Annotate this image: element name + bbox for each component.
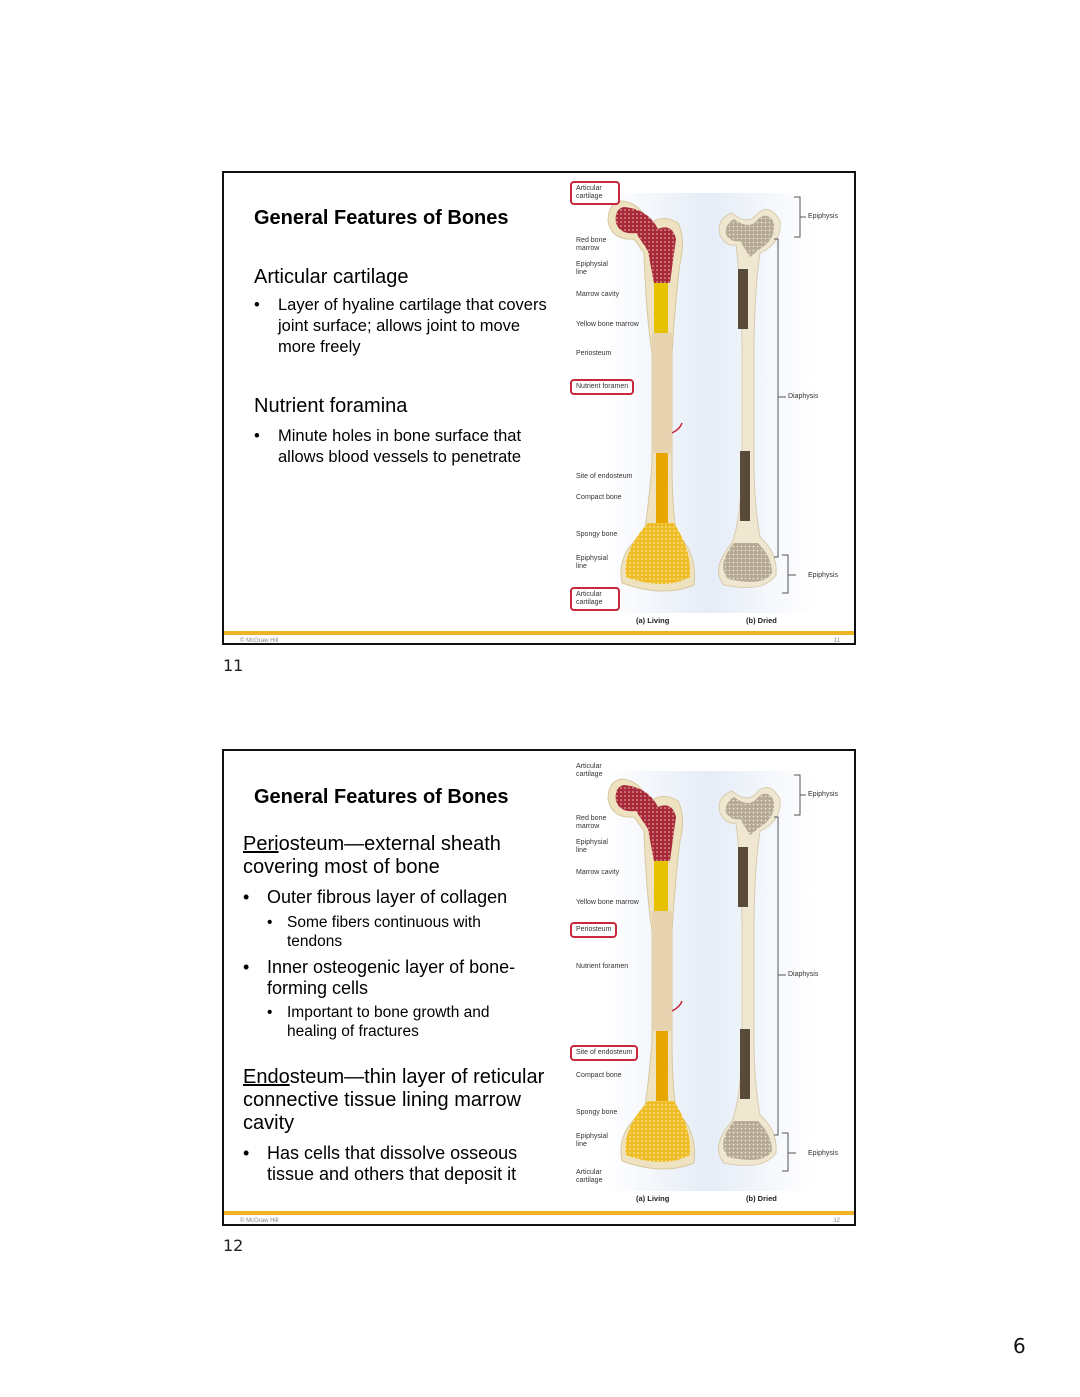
label-compact-bone: Compact bone [576,494,622,501]
footer-gold-bar [224,1211,854,1215]
label-epiphysial-line-bottom: Epiphysial line [576,1133,608,1148]
label-marrow-cavity: Marrow cavity [576,869,620,876]
label-diaphysis: Diaphysis [788,393,819,400]
caption-dried: (b) Dried [746,616,777,625]
label-periosteum: Periosteum [570,922,617,938]
label-articular-cartilage-top: Articular cartilage [570,181,620,205]
periosteum-definition: osteum—external sheath covering most of bone [243,833,501,878]
label-red-bone-marrow: Red bone marrow [576,815,607,830]
subbullet-fibers-tendons: • Some fibers continuous with tendons [267,913,527,951]
label-diaphysis: Diaphysis [788,971,819,978]
label-epiphysial-line-top: Epiphysial line [576,839,608,854]
slide-number-label: 12 [223,1236,244,1255]
label-site-of-endosteum: Site of endosteum [576,473,633,480]
bone-anatomy-figure [564,173,856,633]
footer-copyright: © McGraw Hill [240,1218,279,1224]
slide-title: General Features of Bones [254,786,509,808]
label-marrow-cavity: Marrow cavity [576,291,620,298]
label-epiphysial-line-bottom: Epiphysial line [576,555,608,570]
slide-number-label: 11 [223,656,244,675]
subbullet-bone-growth: • Important to bone growth and healing of fractures [267,1003,537,1041]
slide-12 [222,749,856,1226]
label-epiphysial-line-top: Epiphysial line [576,261,608,276]
heading-periosteum [243,833,543,879]
bullet-articular-cartilage: • Layer of hyaline cartilage that covers joint surface; allows joint to move more freely [254,295,558,358]
bullet-dissolve-deposit: • Has cells that dissolve osseous tissue and others that deposit it [243,1143,567,1185]
page-number: 6 [1013,1334,1026,1358]
caption-living: (a) Living [636,616,670,625]
label-site-of-endosteum: Site of endosteum [570,1045,638,1061]
slide-title: General Features of Bones [254,207,509,229]
endosteum-definition: steum—thin layer of reticular connective tissue lining marrow cavity [243,1066,545,1134]
heading-endosteum [243,1066,573,1135]
endosteum-prefix: Endo [243,1066,290,1088]
label-articular-cartilage-top: Articular cartilage [576,763,603,778]
label-articular-cartilage-bottom: Articular cartilage [570,587,620,611]
footer-slide-number: 12 [833,1218,840,1224]
label-articular-cartilage-bottom: Articular cartilage [576,1169,603,1184]
label-nutrient-foramen: Nutrient foramen [570,379,634,395]
heading-nutrient-foramina: Nutrient foramina [254,395,408,417]
label-yellow-bone-marrow: Yellow bone marrow [576,321,639,328]
label-epiphysis-top: Epiphysis [808,213,838,220]
label-epiphysis-bottom: Epiphysis [808,1150,838,1157]
bullet-outer-fibrous: • Outer fibrous layer of collagen [243,887,507,908]
periosteum-prefix: Peri [243,833,279,855]
label-spongy-bone: Spongy bone [576,1109,618,1116]
label-red-bone-marrow: Red bone marrow [576,237,607,252]
bullet-nutrient-foramina: • Minute holes in bone surface that allows blood vessels to penetrate [254,426,558,468]
slide-11 [222,171,856,645]
bone-anatomy-figure [564,751,856,1211]
label-epiphysis-top: Epiphysis [808,791,838,798]
label-periosteum: Periosteum [576,350,612,357]
label-yellow-bone-marrow: Yellow bone marrow [576,899,639,906]
footer-copyright: © McGraw Hill [240,638,279,644]
caption-dried: (b) Dried [746,1194,777,1203]
label-nutrient-foramen: Nutrient foramen [576,963,629,970]
caption-living: (a) Living [636,1194,670,1203]
heading-articular-cartilage: Articular cartilage [254,266,409,288]
label-compact-bone: Compact bone [576,1072,622,1079]
bullet-inner-osteogenic: • Inner osteogenic layer of bone-forming cells [243,957,557,999]
label-epiphysis-bottom: Epiphysis [808,572,838,579]
footer-gold-bar [224,631,854,635]
footer-slide-number: 11 [833,638,840,644]
label-spongy-bone: Spongy bone [576,531,618,538]
